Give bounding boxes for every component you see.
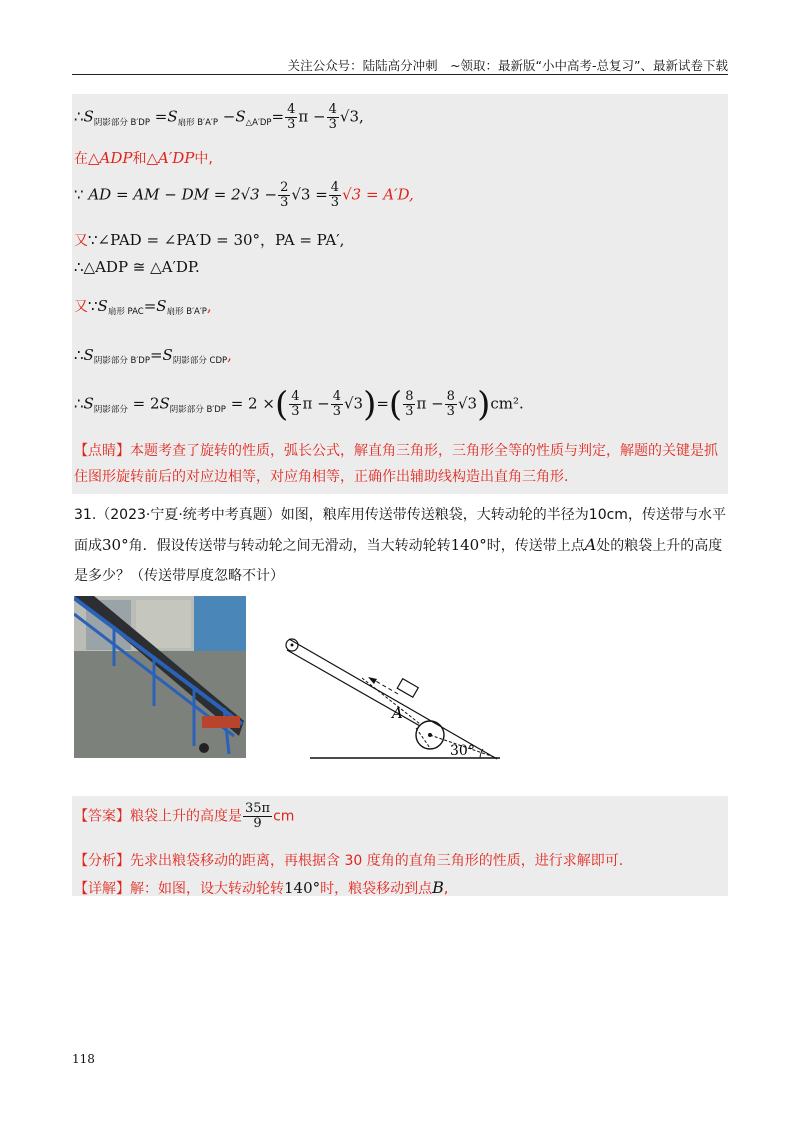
proof-line-4: 又∵∠PAD = ∠PA′D = 30°，PA = PA′, [74,231,345,249]
conveyor-diagram [280,628,520,768]
proof-line-5: ∴△ADP ≅ △A′DP. [74,258,200,276]
conveyor-photo [74,596,246,758]
page-number: 118 [72,1052,95,1066]
proof-line-6: 又$\because S_{扇形 PAC}=S_{扇形 B'A'P}$, [74,297,212,317]
question-31: 31.（2023·宁夏·统考中考真题）如图，粮库用传送带传送粮袋，大转动轮的半径为10cm，传送带与水平面成30°角．假设传送带与转动轮之间无滑动，当大转动轮转140°时，传送带上点A处的粮袋上升的高度是多少？（传送带厚度忽略不计） [74,507,726,584]
comment-tag: 【点睛】 [74,443,130,459]
comment-paragraph: 【点睛】本题考查了旋转的性质，弧长公式，解直角三角形，三角形全等的性质与判定，解题的关键是抓住图形旋转前后的对应边相等，对应角相等，正确作出辅助线构造出直角三角形. [74,443,718,485]
belt-upper [289,639,497,759]
proof-line-1: $\therefore S_{阴影部分 B'DP} =S_{扇形 B'A'P} -S_{\triangle A'DP}=$ $\frac{4}{3}$ π − $\frac{4}{3}$ √3, [74,102,364,132]
proof-line-8: $\therefore S_{阴影部分} = 2S_{阴影部分 B'DP} = 2$ ×( $\frac{4}{3}$ π − $\frac{4}{3}$ √3)=( $\frac{8}{3}$ π − $\frac{8}{3}$ √3)cm². [74,384,524,425]
detail-line: 【详解】解：如图，设大转动轮转140°时，粮袋移动到点B, [74,878,449,897]
header-divider [72,74,728,75]
page-header: 关注公众号：陆陆高分冲刺 ~领取：最新版“小中高考-总复习”、最新试卷下载 [287,58,728,73]
proof-line-3: ∵ AD = AM − DM = 2√3 − $\frac{2}{3}$ √3 = $\frac{4}{3}$ √3 = A′D, [74,180,414,210]
analysis-line: 【分析】先求出粮袋移动的距离，再根据含 30 度角的直角三角形的性质，进行求解即可. [74,853,624,869]
point-a-label: A [392,704,403,722]
proof-line-2: 在△ADP和△A′DP中, [74,149,213,167]
proof-line-7: $\therefore S_{阴影部分 B'DP}=S_{阴影部分 CDP}$, [74,346,232,366]
grain-bag [397,679,418,698]
answer-line: 【答案】粮袋上升的高度是 $\frac{35\pi}{9}$ cm [74,801,295,831]
direction-arrow [374,680,398,694]
angle-label: 30° [450,743,475,759]
